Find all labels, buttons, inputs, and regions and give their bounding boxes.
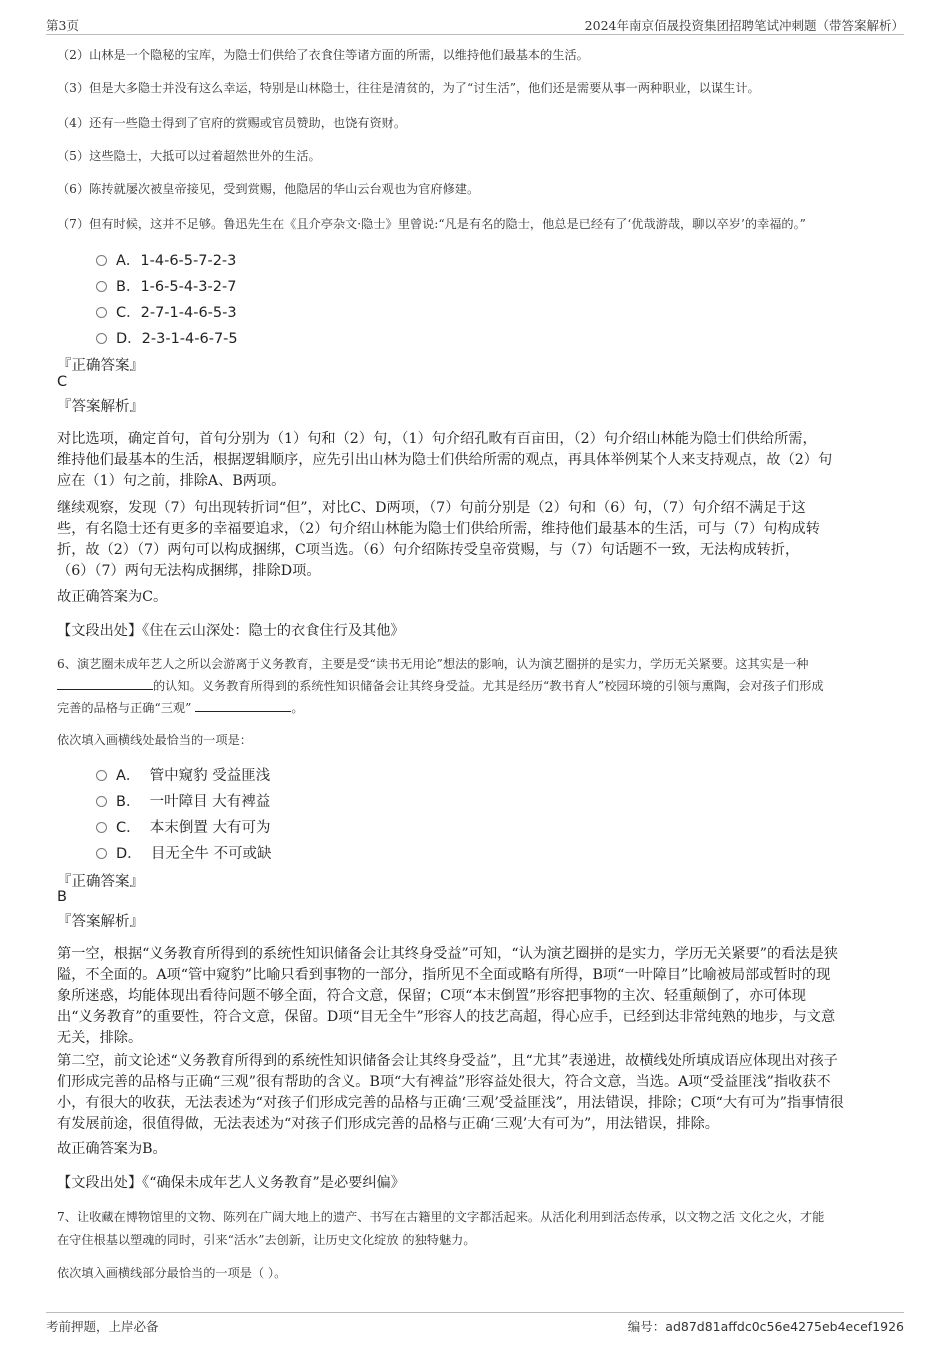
document-id: 编号：ad87d81affdc0c56e4275eb4ecef1926 <box>627 1319 904 1334</box>
q6-option-a[interactable] <box>96 764 270 785</box>
q6-analysis-label: 『答案解析』 <box>57 914 144 930</box>
option-label: A．1-4-6-5-7-2-3 <box>116 253 237 269</box>
q6-conclusion: 故正确答案为B。 <box>57 1141 167 1157</box>
option-label: B．1-6-5-4-3-2-7 <box>116 279 237 295</box>
text-line: 出“义务教育”的重要性，符合文意，保留。D项“目无全牛”形容人的技艺高超，得心应手，已经到达非常纯熟的地步，与文意 <box>57 1009 836 1025</box>
q5-sentence: （6）陈抟就屡次被皇帝接见，受到赏赐，他隐居的华山云台观也为官府修建。 <box>57 182 480 196</box>
text-line: 有发展前途，很值得做，无法表述为“对孩子们形成完善的品格与正确‘三观’大有可为”，用法错误，排除。 <box>57 1116 719 1132</box>
text-line: 象所迷惑，均能体现出看待问题不够全面，符合文意，保留；C项“本末倒置”形容把事物的主次、轻重颠倒了，亦可体现 <box>57 988 806 1004</box>
text-line: 小，有很大的收获，无法表述为“对孩子们形成完善的品格与正确‘三观’受益匪浅”，用法错误，排除；C项“大有可为”指事情很 <box>57 1095 844 1111</box>
page-header <box>46 14 904 35</box>
text-span: 完善的品格与正确“三观” <box>57 701 192 715</box>
q6-answer-label: 『正确答案』 <box>57 874 144 890</box>
page-footer <box>46 1312 904 1335</box>
text-span: 。 <box>291 701 304 715</box>
q6-answer: B <box>57 889 67 905</box>
radio-icon[interactable] <box>96 770 107 781</box>
q6-analysis-paragraph-1 <box>57 944 904 1049</box>
option-label: 一叶障目 大有裨益 <box>149 794 271 810</box>
q5-conclusion: 故正确答案为C。 <box>57 589 168 605</box>
option-key: C． <box>116 820 141 836</box>
q5-option-d[interactable] <box>96 327 238 348</box>
text-line: 对比选项，确定首句，首句分别为（1）句和（2）句，（1）句介绍孔畋有百亩田，（2）句介绍山林能为隐士们供给所需， <box>57 431 817 447</box>
text-line: 们形成完善的品格与正确“三观”很有帮助的含义。B项“大有裨益”形容益处很大，符合文意，当选。A项“受益匪浅”指收获不 <box>57 1074 831 1090</box>
text-line: 隘，不全面的。A项“管中窥豹”比喻只看到事物的一部分，指所见不全面或略有所得，B项“一叶障目”比喻被局部或暂时的现 <box>57 967 831 983</box>
q6-stem-line <box>57 697 904 719</box>
q5-sentence: （3）但是大多隐士并没有这么幸运，特别是山林隐士，往往是清贫的，为了“讨生活”，他们还是需要从事一两种职业，以谋生计。 <box>57 81 760 95</box>
q6-option-b[interactable] <box>96 790 270 811</box>
footer-slogan: 考前押题，上岸必备 <box>46 1319 159 1334</box>
text-line: 第二空，前文论述“义务教育所得到的系统性知识储备会让其终身受益”，且“尤其”表递进，故横线处所填成语应体现出对孩子 <box>57 1053 838 1069</box>
text-line: （6）（7）两句无法构成捆绑，排除D项。 <box>57 563 321 579</box>
option-label: 目无全牛 不可或缺 <box>150 846 272 862</box>
q5-option-c[interactable] <box>96 301 237 322</box>
q5-option-b[interactable] <box>96 275 236 296</box>
q7-prompt: 依次填入画横线部分最恰当的一项是（ ）。 <box>57 1266 287 1280</box>
q6-stem-line <box>57 675 904 697</box>
q5-sentence: （4）还有一些隐士得到了官府的赏赐或官员赞助，也饶有资财。 <box>57 116 407 130</box>
option-key: A． <box>116 768 141 784</box>
option-label: D．2-3-1-4-6-7-5 <box>116 331 238 347</box>
q6-stem-line: 6、演艺圈未成年艺人之所以会游离于义务教育，主要是受“读书无用论”想法的影响，认为演艺圈拼的是实力，学历无关紧要。这其实是一种 <box>57 657 809 671</box>
radio-icon[interactable] <box>96 822 107 833</box>
page-number: 第3页 <box>46 18 79 33</box>
answer-blank <box>195 699 291 712</box>
text-line: 些，有名隐士还有更多的幸福要追求，（2）句介绍山林能为隐士们供给所需，维持他们最基本的生活，可与（7）句构成转 <box>57 521 820 537</box>
option-label: 管中窥豹 受益匪浅 <box>149 768 271 784</box>
document-title: 2024年南京佰晟投资集团招聘笔试冲刺题（带答案解析） <box>584 18 904 33</box>
radio-icon[interactable] <box>96 796 107 807</box>
text-line: 继续观察，发现（7）句出现转折词“但”，对比C、D两项，（7）句前分别是（2）句和（6）句，（7）句介绍不满足于这 <box>57 500 806 516</box>
text-line: 无关，排除。 <box>57 1030 143 1046</box>
radio-icon[interactable] <box>96 307 107 318</box>
option-label: C．2-7-1-4-6-5-3 <box>116 305 237 321</box>
text-span: 的认知。义务教育所得到的系统性知识储备会让其终身受益。尤其是经历“教书育人”校园环境的引领与熏陶，会对孩子们形成 <box>153 679 824 693</box>
option-key: B． <box>116 794 141 810</box>
q5-analysis-label: 『答案解析』 <box>57 399 144 415</box>
q6-analysis-paragraph-2 <box>57 1051 904 1135</box>
q7-stem-line: 在守住根基以塑魂的同时，引来“活水”去创新，让历史文化绽放 的独特魅力。 <box>57 1233 476 1247</box>
radio-icon[interactable] <box>96 333 107 344</box>
q5-source: 【文段出处】《住在云山深处：隐士的衣食住行及其他》 <box>57 623 405 639</box>
q6-prompt: 依次填入画横线处最恰当的一项是： <box>57 733 252 747</box>
q6-option-c[interactable] <box>96 816 270 837</box>
option-key: D． <box>116 846 142 862</box>
q5-answer-label: 『正确答案』 <box>57 358 144 374</box>
q6-option-d[interactable] <box>96 842 272 863</box>
text-line: 第一空，根据“义务教育所得到的系统性知识储备会让其终身受益”可知，“认为演艺圈拼的是实力，学历无关紧要”的看法是狭 <box>57 946 838 962</box>
q5-analysis-paragraph-1 <box>57 429 904 492</box>
q5-option-a[interactable] <box>96 249 236 270</box>
q6-source: 【文段出处】《“确保未成年艺人义务教育”是必要纠偏》 <box>57 1175 405 1191</box>
text-line: 应在（1）句之前，排除A、B两项。 <box>57 473 286 489</box>
q5-sentence: （5）这些隐士，大抵可以过着超然世外的生活。 <box>57 149 321 163</box>
radio-icon[interactable] <box>96 848 107 859</box>
q5-answer: C <box>57 374 68 390</box>
q5-sentence: （7）但有时候，这并不足够。鲁迅先生在《且介亭杂文·隐士》里曾说:“凡是有名的隐士，他总是已经有了‘优哉游哉，聊以卒岁’的幸福的。” <box>57 217 806 231</box>
q5-sentence: （2）山林是一个隐秘的宝库，为隐士们供给了衣食住等诸方面的所需，以维持他们最基本的生活。 <box>57 48 589 62</box>
text-line: 折，故（2）（7）两句可以构成捆绑，C项当选。（6）句介绍陈抟受皇帝赏赐，与（7）句话题不一致，无法构成转折， <box>57 542 800 558</box>
q7-stem-line: 7、让收藏在博物馆里的文物、陈列在广阔大地上的遗产、书写在古籍里的文字都活起来。从活化利用到活态传承，以文物之活 文化之火，才能 <box>57 1210 825 1224</box>
text-line: 维持他们最基本的生活，根据逻辑顺序，应先引出山林为隐士们供给所需的观点，再具体举例某个人来支持观点，故（2）句 <box>57 452 833 468</box>
q5-analysis-paragraph-2 <box>57 498 904 582</box>
option-label: 本末倒置 大有可为 <box>149 820 271 836</box>
radio-icon[interactable] <box>96 281 107 292</box>
radio-icon[interactable] <box>96 255 107 266</box>
answer-blank <box>57 677 153 690</box>
